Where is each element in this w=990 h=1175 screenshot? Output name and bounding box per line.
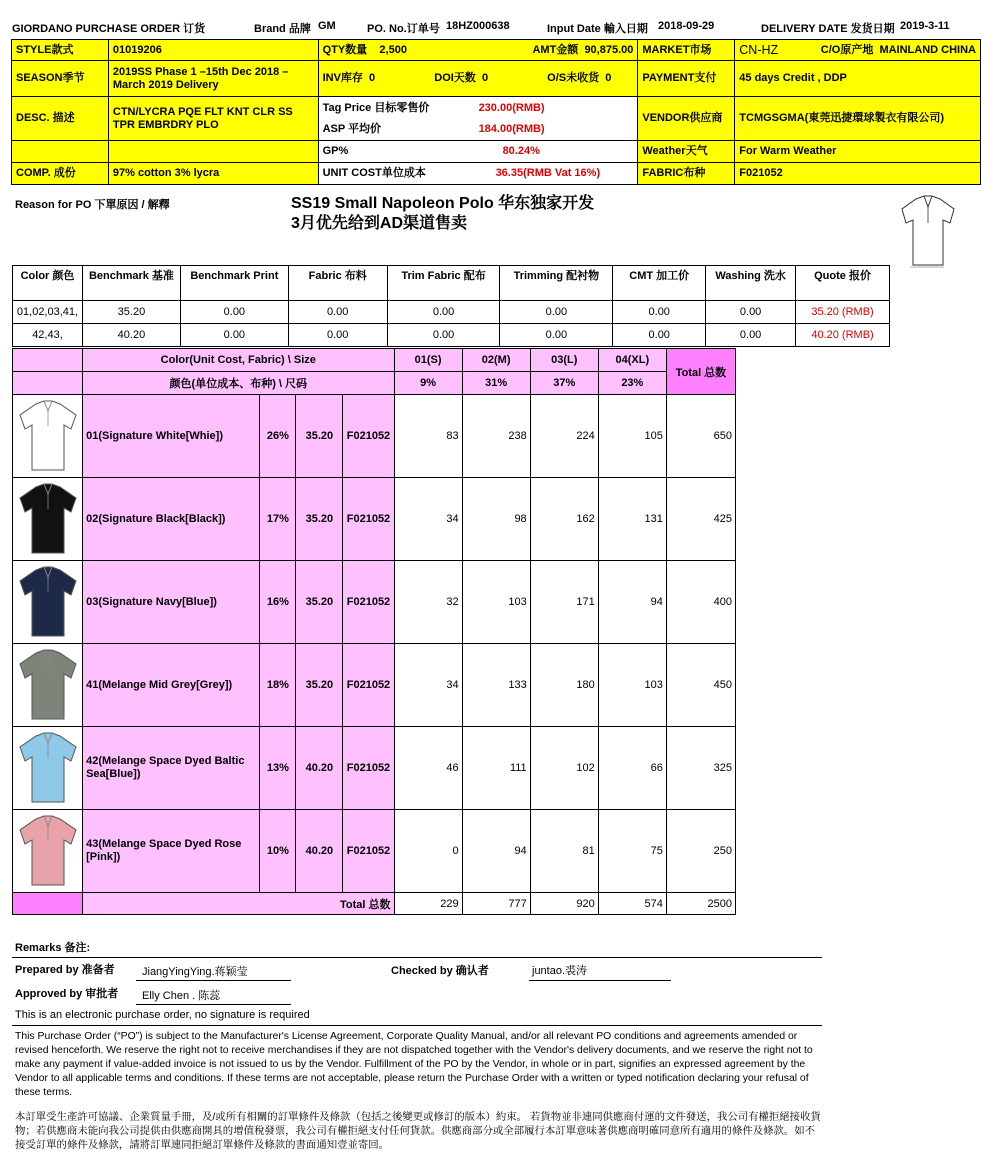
size-qty: 180: [530, 644, 598, 727]
size-qty: 111: [462, 727, 530, 810]
color-name: 41(Melange Mid Grey[Grey]): [83, 644, 260, 727]
color-ratio: 13%: [260, 727, 296, 810]
cost-breakdown-table: [12, 265, 890, 347]
size-qty: 34: [394, 644, 462, 727]
season-label: SEASON季节: [12, 61, 109, 97]
polo-shirt-icon: [16, 730, 80, 806]
size-header: 04(XL): [598, 349, 666, 372]
size-qty: 133: [462, 644, 530, 727]
signature-line: [136, 980, 291, 981]
po-info-grid: [11, 39, 981, 185]
quote-cell: 35.20 (RMB): [796, 301, 890, 324]
color-fabric: F021052: [343, 395, 394, 478]
size-ratio: 31%: [462, 372, 530, 395]
size-qty: 81: [530, 810, 598, 893]
color-fabric: F021052: [343, 644, 394, 727]
product-image: [13, 644, 83, 727]
weather-label: Weather天气: [638, 141, 735, 163]
cost-row: [13, 324, 890, 347]
color-row: [13, 727, 736, 810]
size-qty: 0: [394, 810, 462, 893]
color-row: [13, 561, 736, 644]
total-row: [13, 893, 736, 915]
vendor-value: TCMGSGMA(東莞迅捷環球製衣有限公司): [735, 97, 981, 141]
product-image: [13, 810, 83, 893]
size-header: 03(L): [530, 349, 598, 372]
brand-label: Brand 品牌: [254, 23, 311, 35]
color-row: [13, 644, 736, 727]
asp-label: ASP 平均价: [322, 122, 382, 135]
brand-value: GM: [318, 20, 336, 32]
size-ratio: 9%: [394, 372, 462, 395]
size-qty: 105: [598, 395, 666, 478]
approved-label: Approved by 审批者: [15, 988, 119, 1000]
polo-shirt-icon: [16, 398, 80, 474]
market-value: CN-HZ: [739, 42, 779, 57]
cost-cell: 0.00: [613, 301, 706, 324]
color-unit-cost: 35.20: [296, 395, 343, 478]
desc-value: CTN/LYCRA PQE FLT KNT CLR SS TPR EMBRDRY PLO: [108, 97, 318, 141]
size-header: 01(S): [394, 349, 462, 372]
size-qty: 46: [394, 727, 462, 810]
co-label: C/O原产地: [820, 43, 874, 56]
checked-by: juntao.裘涛: [532, 965, 588, 977]
cost-cell: 0.00: [288, 324, 387, 347]
signature-line: [529, 980, 671, 981]
inv-label: INV库存: [322, 72, 363, 84]
color-ratio: 10%: [260, 810, 296, 893]
size-ratio: 37%: [530, 372, 598, 395]
empty-label-cell: [12, 141, 109, 163]
polo-shirt-icon: [16, 481, 80, 557]
color-ratio: 26%: [260, 395, 296, 478]
payment-label: PAYMENT支付: [638, 61, 735, 97]
unit-cost-label: UNIT COST单位成本: [322, 167, 426, 179]
style-label: STYLE款式: [12, 40, 109, 61]
cost-header-cell: Benchmark 基准: [82, 266, 180, 301]
color-fabric: F021052: [343, 810, 394, 893]
cost-header-cell: Trim Fabric 配布: [387, 266, 500, 301]
size-total: 920: [530, 893, 598, 915]
season-value: 2019SS Phase 1 –15th Dec 2018 – March 2019 Delivery: [108, 61, 318, 97]
color-ratio: 18%: [260, 644, 296, 727]
cost-cell: 0.00: [500, 301, 613, 324]
tag-price-label: Tag Price 目标零售价: [322, 101, 430, 114]
cost-header-cell: Benchmark Print: [180, 266, 288, 301]
cost-row: [13, 301, 890, 324]
color-total: 400: [666, 561, 735, 644]
cost-cell: 0.00: [387, 324, 500, 347]
size-qty: 224: [530, 395, 598, 478]
color-row: [13, 395, 736, 478]
inventory-cell: [318, 61, 638, 97]
input-date-label: Input Date 輸入日期: [547, 23, 648, 35]
reason-text: [291, 194, 594, 234]
reason-line-1: SS19 Small Napoleon Polo 华东独家开发: [291, 195, 595, 212]
size-total: 229: [394, 893, 462, 915]
approved-by: Elly Chen . 陈蕊: [142, 990, 221, 1002]
size-qty: 162: [530, 478, 598, 561]
market-co-cell: [735, 40, 981, 61]
color-total: 650: [666, 395, 735, 478]
size-ratio: 23%: [598, 372, 666, 395]
cost-cell: 0.00: [387, 301, 500, 324]
polo-sketch-icon: [896, 193, 960, 271]
empty-value-cell: [108, 141, 318, 163]
cost-cell: 42,43,: [13, 324, 83, 347]
cost-cell: 0.00: [613, 324, 706, 347]
color-unit-cost: 35.20: [296, 478, 343, 561]
divider: [12, 957, 822, 958]
doi-value: 0: [481, 72, 489, 84]
total-label: Total 总数: [83, 893, 394, 915]
size-qty: 94: [462, 810, 530, 893]
size-qty: 171: [530, 561, 598, 644]
color-header-en: Color(Unit Cost, Fabric) \ Size: [83, 349, 394, 372]
cost-header-cell: Quote 报价: [796, 266, 890, 301]
color-name: 42(Melange Space Dyed Baltic Sea[Blue]): [83, 727, 260, 810]
reason-line-2: 3月优先给到AD渠道售卖: [291, 215, 468, 232]
signature-line: [136, 1004, 291, 1005]
polo-shirt-icon: [16, 564, 80, 640]
color-fabric: F021052: [343, 727, 394, 810]
cost-cell: 0.00: [180, 301, 288, 324]
image-header-cell: [13, 372, 83, 395]
color-row: [13, 810, 736, 893]
price-cell: [318, 97, 638, 141]
amt-value: 90,875.00: [584, 43, 634, 56]
terms-chinese: 本訂單受生產許可協議、企業質量手冊，及/或所有相關的訂單條件及條款（包括之後變更或修訂的版本）約束。 若貨物並非連同供應商付運的文件發送，我公司有權拒絕接收貨物；若供應商未能向我公司提供由供應商開具的增值稅發票，我公司有權拒絕支付任何貨款。供應商部分或全部履行本訂單意味著供應商明確同意所有適用的條件及條款。如不接受訂單的條件及條款，請將訂單連同拒絕訂單條件及條款的書面通知壹並寄回。: [15, 1112, 821, 1151]
color-name: 02(Signature Black[Black]): [83, 478, 260, 561]
doi-label: DOI天数: [434, 72, 476, 84]
desc-label: DESC. 描述: [12, 97, 109, 141]
weather-value: For Warm Weather: [735, 141, 981, 163]
delivery-date-label: DELIVERY DATE 发货日期: [761, 23, 895, 35]
divider: [12, 1025, 822, 1026]
color-name: 01(Signature White[Whie]): [83, 395, 260, 478]
remarks-label: Remarks 备注:: [15, 942, 91, 954]
color-name: 43(Melange Space Dyed Rose [Pink]): [83, 810, 260, 893]
terms-english: This Purchase Order (“PO”) is subject to the Manufacturer's License Agreement, Corporate Quality Manual, and/or all relevant PO conditions and agreements amended or revised henceforth. We reserve the right not to receive merchandises if they are not dispatched together with the Vendor's delivery documents, and we reserve the right not to make any payment if value-added invoice is not issued to us by the Vendor. Fulfillment of the PO by the Vendor, in whole or in part, signifies an expressed agreement by the Vendor to all applicable terms and conditions. If these terms are not acceptable, please return the Purchase Order with a written or typed notification declaring your refusal of these terms.: [15, 1031, 813, 1098]
color-total: 425: [666, 478, 735, 561]
po-number-label: PO. No.订单号: [367, 23, 440, 35]
cost-header-cell: Trimming 配衬物: [500, 266, 613, 301]
cost-header-cell: Color 颜色: [13, 266, 83, 301]
cost-cell: 01,02,03,41,: [13, 301, 83, 324]
os-label: O/S未收货: [547, 72, 600, 84]
cost-header-cell: CMT 加工价: [613, 266, 706, 301]
product-image: [13, 395, 83, 478]
fabric-label: FABRIC布种: [638, 163, 735, 185]
cost-header-row: [13, 266, 890, 301]
color-unit-cost: 40.20: [296, 727, 343, 810]
po-title: GIORDANO PURCHASE ORDER 订货: [12, 23, 206, 35]
reason-label: Reason for PO 下單原因 / 解釋: [15, 199, 170, 211]
product-image: [13, 561, 83, 644]
color-total: 325: [666, 727, 735, 810]
color-fabric: F021052: [343, 478, 394, 561]
gp-label: GP%: [322, 145, 349, 157]
qty-value: 2,500: [379, 43, 407, 56]
color-total: 450: [666, 644, 735, 727]
grand-total: 2500: [666, 893, 735, 915]
size-qty: 32: [394, 561, 462, 644]
size-qty: 103: [462, 561, 530, 644]
po-number: 18HZ000638: [446, 20, 510, 32]
size-header: 02(M): [462, 349, 530, 372]
qty-amt-cell: [318, 40, 638, 61]
cost-cell: 0.00: [500, 324, 613, 347]
color-unit-cost: 35.20: [296, 644, 343, 727]
size-qty: 66: [598, 727, 666, 810]
size-qty: 103: [598, 644, 666, 727]
color-unit-cost: 35.20: [296, 561, 343, 644]
co-value: MAINLAND CHINA: [879, 43, 976, 56]
prepared-label: Prepared by 准备者: [15, 964, 115, 976]
quote-cell: 40.20 (RMB): [796, 324, 890, 347]
size-total: 777: [462, 893, 530, 915]
polo-shirt-icon: [16, 647, 80, 723]
vendor-label: VENDOR供应商: [638, 97, 735, 141]
color-ratio: 17%: [260, 478, 296, 561]
size-qty: 102: [530, 727, 598, 810]
total-header: Total 总数: [666, 349, 735, 395]
cost-cell: 35.20: [82, 301, 180, 324]
amt-label: AMT金额: [532, 43, 579, 56]
cost-cell: 40.20: [82, 324, 180, 347]
color-total: 250: [666, 810, 735, 893]
color-name: 03(Signature Navy[Blue]): [83, 561, 260, 644]
gp-cell: [318, 141, 638, 163]
market-label: MARKET市场: [638, 40, 735, 61]
unit-cost-cell: [318, 163, 638, 185]
polo-shirt-icon: [16, 813, 80, 889]
product-image: [13, 727, 83, 810]
electronic-note: This is an electronic purchase order, no signature is required: [15, 1009, 310, 1021]
size-qty: 131: [598, 478, 666, 561]
comp-value: 97% cotton 3% lycra: [108, 163, 318, 185]
color-fabric: F021052: [343, 561, 394, 644]
inv-value: 0: [369, 72, 376, 84]
size-qty: 94: [598, 561, 666, 644]
delivery-date: 2019-3-11: [900, 20, 950, 32]
color-row: [13, 478, 736, 561]
comp-label: COMP. 成份: [12, 163, 109, 185]
size-qty: 75: [598, 810, 666, 893]
fabric-value: F021052: [735, 163, 981, 185]
color-ratio: 16%: [260, 561, 296, 644]
gp-value: 80.24%: [502, 145, 540, 157]
qty-label: QTY数量: [322, 43, 368, 56]
total-image-cell: [13, 893, 83, 915]
prepared-by: JiangYingYing.蒋颖莹: [142, 966, 248, 978]
cost-cell: 0.00: [288, 301, 387, 324]
os-value: 0: [605, 72, 612, 84]
po-header-line: [12, 20, 977, 36]
cost-cell: 0.00: [706, 301, 796, 324]
size-qty: 83: [394, 395, 462, 478]
cost-header-cell: Fabric 布料: [288, 266, 387, 301]
checked-label: Checked by 确认者: [391, 965, 489, 977]
image-header-cell: [13, 349, 83, 372]
unit-cost-value: 36.35(RMB Vat 16%): [495, 167, 601, 179]
size-qty: 34: [394, 478, 462, 561]
asp-value: 184.00(RMB): [478, 122, 545, 135]
size-qty: 98: [462, 478, 530, 561]
size-total: 574: [598, 893, 666, 915]
input-date: 2018-09-29: [658, 20, 715, 32]
tag-price-value: 230.00(RMB): [478, 101, 545, 114]
size-qty: 238: [462, 395, 530, 478]
color-header-zh: 颜色(单位成本、布种) \ 尺码: [83, 372, 394, 395]
style-value: 01019206: [108, 40, 318, 61]
payment-value: 45 days Credit , DDP: [735, 61, 981, 97]
size-quantity-table: [12, 348, 736, 915]
cost-cell: 0.00: [706, 324, 796, 347]
cost-header-cell: Washing 洗水: [706, 266, 796, 301]
cost-cell: 0.00: [180, 324, 288, 347]
product-image: [13, 478, 83, 561]
color-unit-cost: 40.20: [296, 810, 343, 893]
